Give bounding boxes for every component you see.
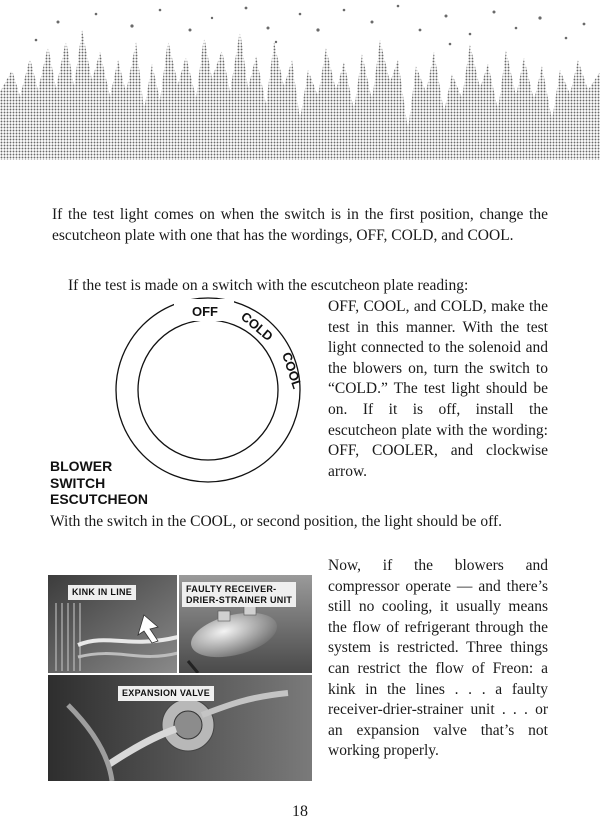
dial-label-cool: COOL: [279, 350, 306, 391]
paragraph-test-intro: If the test is made on a switch with the escutcheon plate reading:: [68, 277, 469, 294]
faulty-label-line-2: DRIER-STRAINER UNIT: [186, 594, 293, 605]
expansion-valve-label: EXPANSION VALVE: [118, 686, 214, 701]
page-number: 18: [292, 803, 308, 820]
component-photo-collage: [48, 575, 312, 781]
paragraph-cool-position: With the switch in the COOL, or second position, the light should be off.: [50, 513, 502, 530]
wave-banner: [0, 0, 600, 160]
faulty-receiver-label: [182, 582, 296, 607]
caption-line-2: SWITCH: [50, 474, 106, 491]
paragraph-flow-restriction: Now, if the blowers and compressor operate — and there’s still no cooling, it usually means the flow of refrigerant through the system is restricted. Three things can restrict the flow of Freon: a kink in the lines . . . a faulty receiver-drier-strainer unit . . . or an expansion valve that’s not working properly.: [328, 557, 548, 760]
dial-outer-ring: [116, 298, 300, 482]
dial-inner-ring: [138, 320, 278, 460]
faulty-label-line-1: FAULTY RECEIVER-: [186, 584, 277, 594]
dial-label-off: OFF: [192, 304, 218, 319]
blower-switch-escutcheon-caption: [50, 458, 148, 508]
caption-line-3: ESCUTCHEON: [50, 491, 149, 507]
caption-line-1: BLOWER: [50, 458, 113, 474]
kink-in-line-label: KINK IN LINE: [68, 585, 136, 600]
paragraph-test-procedure: OFF, COOL, and COLD, make the test in this manner. With the test light connected to the solenoid and the blowers on, turn the switch to “COLD.” The test light should be on. If it is off, install the escutcheon plate with the wording: OFF, COOLER, and clockwise arrow.: [328, 298, 548, 480]
paragraph-escutcheon-change: If the test light comes on when the switch is in the first position, change the escutcheon plate with one that has the wordings, OFF, COLD, and COOL.: [52, 206, 548, 244]
dial-label-cold: COLD: [238, 308, 276, 344]
